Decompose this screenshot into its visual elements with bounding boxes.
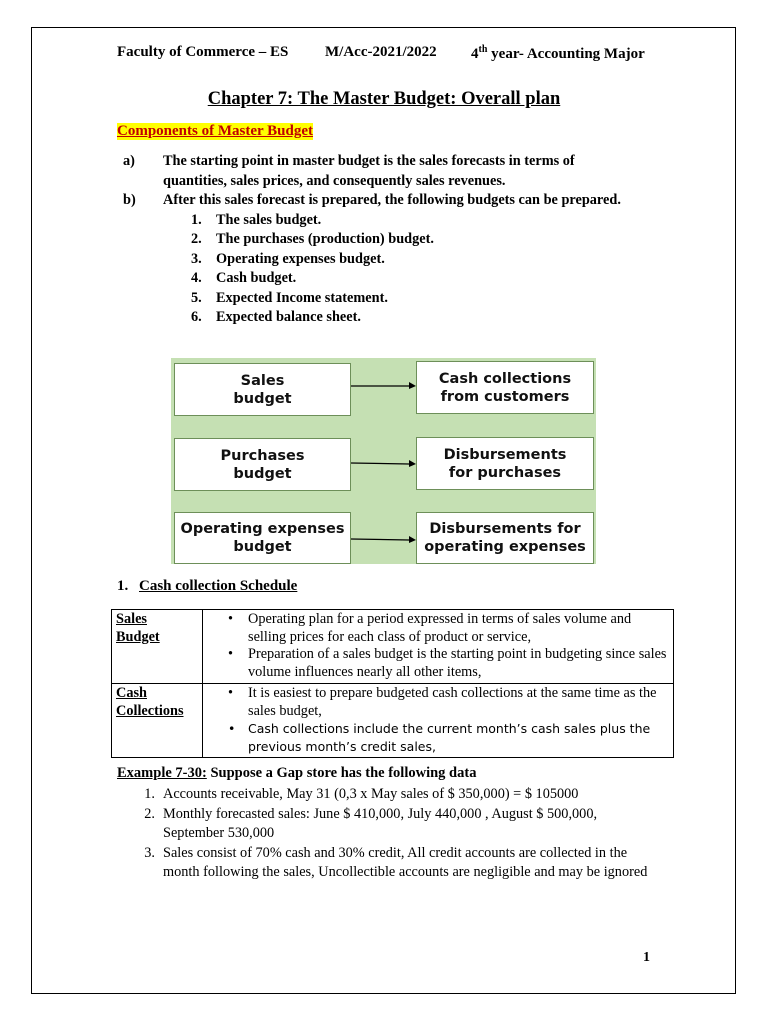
list-item	[117, 785, 657, 805]
list-text: Expected Income statement.	[216, 289, 388, 306]
list-num: 3.	[144, 844, 155, 861]
example-label: Example 7-30:	[117, 765, 207, 781]
page-number: 1	[643, 950, 650, 965]
list-item	[191, 250, 637, 270]
diagram-label: from customers	[440, 388, 570, 405]
arrow-icon	[351, 380, 417, 390]
budget-list	[191, 211, 637, 328]
intro-item-b	[117, 191, 637, 211]
row-head-line: Cash	[116, 685, 147, 701]
intro-item-a	[117, 152, 637, 191]
list-item	[191, 308, 637, 328]
diagram-disbursements-operating	[416, 512, 594, 564]
list-num: 2.	[144, 805, 155, 822]
row-head-line: Collections	[116, 702, 184, 719]
page-title: Chapter 7: The Master Budget: Overall plan	[207, 89, 561, 109]
intro-list	[117, 152, 637, 328]
list-text: The purchases (production) budget.	[216, 231, 434, 247]
table-row	[112, 684, 674, 758]
list-num: 2.	[191, 231, 202, 247]
bullet-item: • Preparation of a sales budget is the starting point in budgeting since sales volume influences nearly all other items,	[228, 646, 669, 681]
list-text: The sales budget.	[216, 211, 322, 228]
bullet-item: • It is easiest to prepare budgeted cash collections at the same time as the sales budget,	[228, 685, 669, 720]
table-cell	[203, 684, 674, 758]
list-text: Operating expenses budget.	[216, 250, 385, 267]
example-list	[117, 785, 657, 883]
diagram-label: Disbursements	[443, 446, 567, 463]
section-heading	[117, 578, 297, 595]
list-item	[117, 844, 657, 883]
header-faculty: Faculty of Commerce – ES	[117, 44, 289, 60]
components-heading: Components of Master Budget	[117, 123, 313, 139]
arrow-icon	[351, 458, 417, 468]
list-num: 1.	[191, 211, 202, 228]
list-item	[191, 289, 637, 309]
header-year-sup: th	[478, 44, 488, 55]
bullet-item: • Cash collections include the current month’s cash sales plus the previous month’s credit sales,	[228, 720, 669, 755]
bullet-item: • Operating plan for a period expressed in terms of sales volume and selling prices for each class of product or service,	[228, 611, 669, 646]
diagram-disbursements-purchases	[416, 437, 594, 490]
list-text: Cash budget.	[216, 270, 297, 286]
diagram-label: budget	[233, 465, 292, 482]
example-text: Suppose a Gap store has the following data	[206, 765, 477, 781]
intro-text: The starting point in master budget is the sales forecasts in terms of quantities, sales prices, and consequently sales revenues.	[163, 153, 575, 189]
diagram-label: Purchases	[220, 447, 305, 464]
header-year-suffix: year- Accounting Major	[487, 46, 645, 62]
list-item	[191, 230, 637, 250]
header-year	[471, 44, 645, 63]
list-item	[191, 269, 637, 289]
list-text: Sales consist of 70% cash and 30% credit, All credit accounts are collected in the month following the sales, Uncollectible accounts are negligible and may be ignored	[163, 844, 648, 880]
section-num: 1.	[117, 578, 129, 594]
diagram-label: budget	[233, 539, 292, 555]
list-text: Expected balance sheet.	[216, 309, 361, 325]
list-item	[191, 211, 637, 231]
diagram-label: operating expenses	[424, 539, 586, 555]
list-item	[117, 805, 657, 844]
list-num: 1.	[144, 786, 155, 802]
row-head-line: Sales	[116, 611, 147, 627]
intro-mark: a)	[123, 153, 135, 169]
list-num: 6.	[191, 309, 202, 325]
cash-collection-table	[111, 609, 674, 758]
table-row	[112, 610, 674, 684]
diagram-purchases-budget	[174, 438, 351, 491]
row-head-line: Budget	[116, 628, 160, 645]
list-num: 5.	[191, 289, 202, 306]
diagram-label: Sales	[240, 372, 285, 389]
example-heading	[117, 765, 476, 782]
list-num: 3.	[191, 250, 202, 267]
list-num: 4.	[191, 270, 202, 286]
list-text: Monthly forecasted sales: June $ 410,000, July 440,000 , August $ 500,000, September 530,000	[163, 805, 598, 841]
list-text: Accounts receivable, May 31 (0,3 x May sales of $ 350,000) = $ 105000	[163, 786, 579, 802]
table-row-head	[112, 610, 203, 684]
budget-flow-diagram	[171, 358, 596, 564]
diagram-operating-expenses-budget	[174, 512, 351, 564]
arrow-icon	[351, 534, 417, 544]
table-cell	[203, 610, 674, 684]
header-year-num: 4	[471, 46, 479, 62]
diagram-label: Cash collections	[438, 370, 572, 387]
intro-text: After this sales forecast is prepared, the following budgets can be prepared.	[163, 192, 621, 208]
table-row-head	[112, 684, 203, 758]
diagram-cash-collections	[416, 361, 594, 414]
diagram-sales-budget	[174, 363, 351, 416]
diagram-label: budget	[233, 390, 292, 407]
diagram-label: Disbursements for	[429, 521, 581, 537]
diagram-label: for purchases	[448, 464, 562, 481]
header-course: M/Acc-2021/2022	[325, 44, 437, 60]
section-label: Cash collection Schedule	[139, 578, 298, 594]
intro-mark: b)	[123, 192, 136, 208]
page-header	[0, 44, 768, 64]
diagram-label: Operating expenses	[180, 521, 345, 537]
